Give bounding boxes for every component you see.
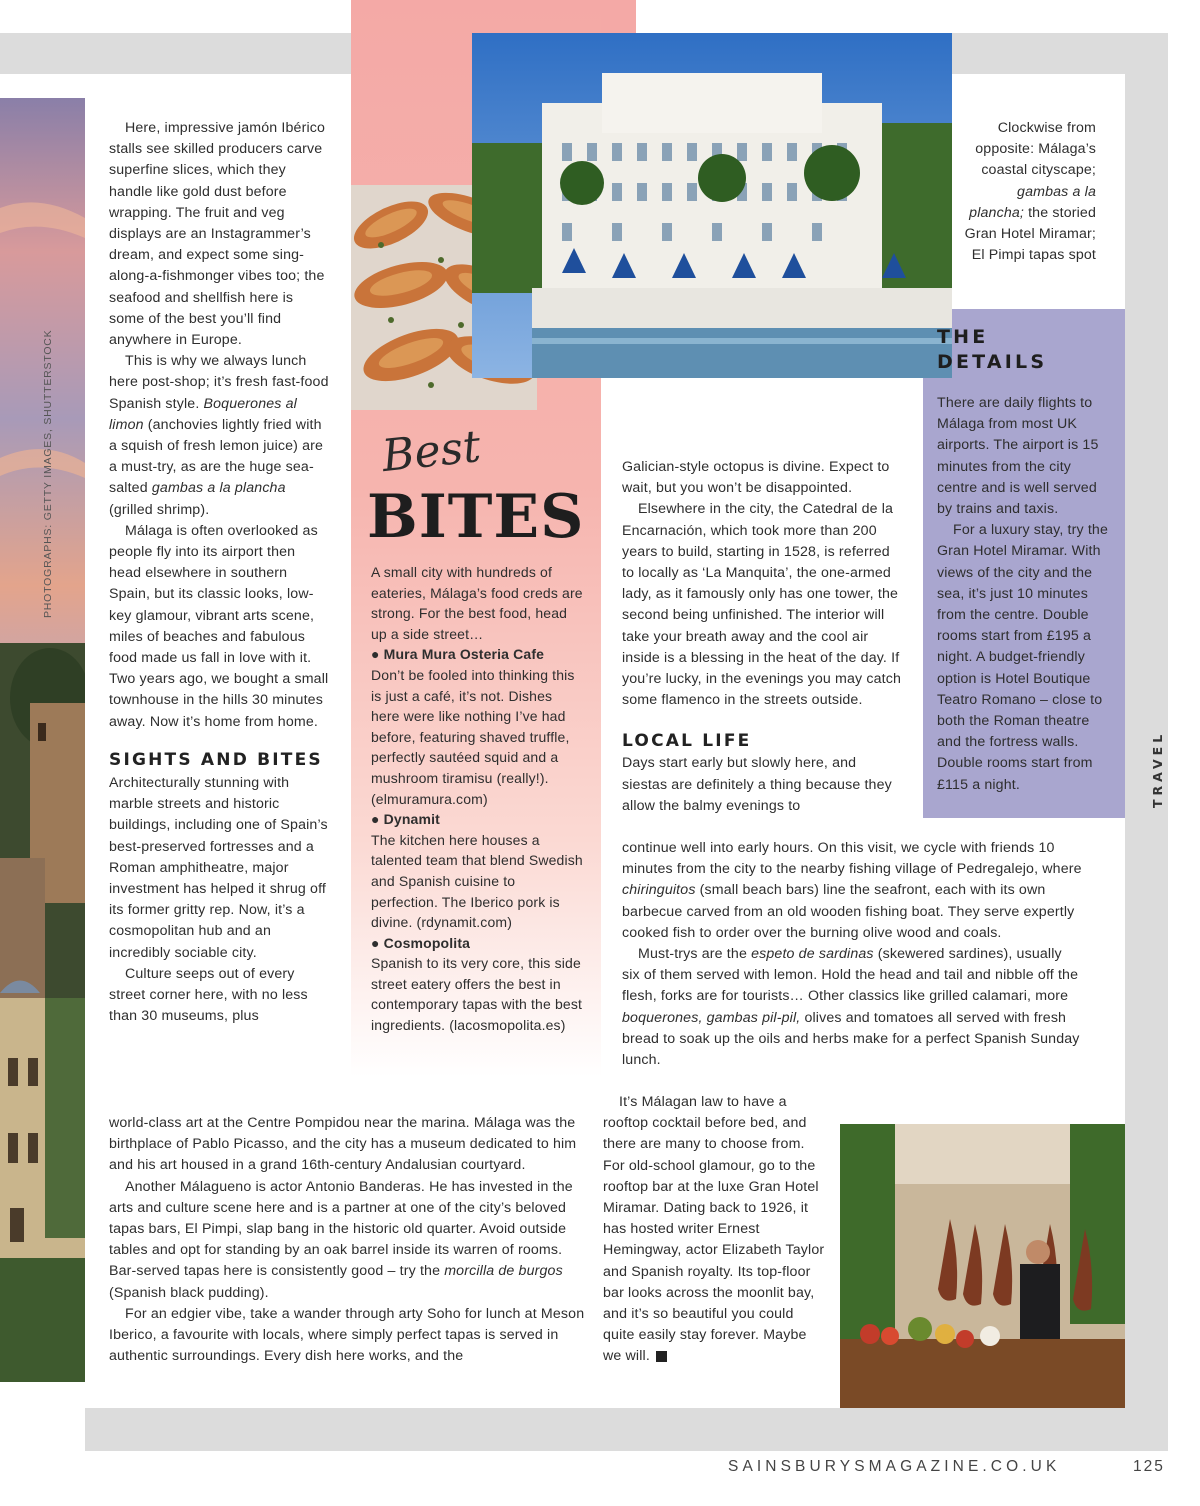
text-run: This is why we always lunch here post-shop; it’s fresh fast-food Spanish style. [109, 353, 329, 412]
text-run: (Spanish black pudding). [109, 1284, 269, 1301]
pink-accent-top [601, 0, 636, 33]
paragraph: Elsewhere in the city, the Catedral de la Encarnación, which took more than 200 years to build, starting in 1528, is referred to locally as ‘La Manquita’, the one-armed lady, as it famously only has one tower, the second being unfinished. The interior will take your breath away and the cool air inside is a blessing in the heat of the day. If you’re lucky, in the evenings you may catch some flamenco in the streets outside. [622, 501, 902, 709]
text-run: Clockwise from opposite: Málaga’s coastal cityscape; [975, 120, 1096, 179]
italic-run: espeto de sardinas [751, 946, 874, 963]
middle-wide-column [622, 838, 1082, 1071]
paragraph: A small city with hundreds of eateries, Málaga’s food creds are strong. For the best food, head up a side street… [371, 564, 583, 642]
paragraph [109, 351, 329, 521]
restaurant-description: The kitchen here houses a talented team that blend Swedish and Spanish cuisine to perfection. The Iberico pork is divine. (rdynamit.com) [371, 831, 583, 931]
paragraph: Days start early but slowly here, and siestas are definitely a thing because they allow the balmy evenings to [622, 755, 892, 814]
paragraph: For an edgier vibe, take a wander through arty Soho for lunch at Meson Iberico, a favourite with locals, where simply perfect tapas is served in authentic surroundings. Every dish here works, and the [109, 1305, 585, 1365]
best-bites-script: Best [379, 420, 484, 483]
restaurant-name-text: ● Dynamit [371, 811, 440, 828]
text-run: the storied Gran Hotel Miramar; El Pimpi tapas spot [964, 204, 1096, 264]
photo-credit: PHOTOGRAPHS: GETTY IMAGES, SHUTTERSTOCK [42, 329, 54, 618]
section-heading: SIGHTS AND BITES [109, 749, 323, 770]
text-run: (small beach bars) line the seafront, each with its own barbecue carved from an old wooden fishing boat. They serve expertly cooked fish to order over the burning olive wood and coals. [622, 882, 1075, 941]
paragraph [603, 1092, 825, 1368]
details-text [937, 393, 1115, 796]
el-pimpi-photo [840, 1124, 1125, 1408]
italic-run: morcilla de burgos [444, 1263, 563, 1280]
restaurant-description: Don’t be fooled into thinking this is just a café, it’s not. Dishes here were like nothing I’ve had before, featuring shaved truffle, perfectly sautéed squid and a mushroom tiramisu (really!). (elmuramura.com) [371, 666, 575, 807]
best-bites-title: BITES [367, 482, 585, 552]
restaurant-name [371, 644, 583, 665]
text-run: olives and tomatoes all served with fresh bread to soak up the oils and herbs make for a perfect Spanish Sunday lunch. [622, 1009, 1080, 1069]
restaurant-description: Spanish to its very core, this side street eatery offers the best in contemporary tapas with the best ingredients. (lacosmopolita.es) [371, 955, 583, 1034]
paragraph: Málaga is often overlooked as people fly into its airport then head elsewhere in southern Spain, but its classic looks, low-key glamour, vibrant arts scene, miles of beaches and fabulous food made us fall in love with it. Two years ago, we bought a small townhouse in the hills 30 minutes away. Now it’s home from home. [109, 522, 329, 730]
text-run: (grilled shrimp). [109, 501, 210, 518]
hotel-photo [472, 33, 952, 378]
restaurant-name-text: ● Cosmopolita [371, 934, 471, 951]
paragraph: Architecturally stunning with marble streets and historic buildings, including one of Spain’s best-preserved fortresses and a Roman amphitheatre, major investment has helped it shrug off its former gritty rep. Now, it’s a cosmopolitan hub and an incredibly sociable city. [109, 774, 328, 961]
end-mark-icon [656, 1351, 667, 1362]
photo-caption [960, 118, 1096, 266]
italic-run: gambas a la plancha; [969, 183, 1096, 221]
rooftop-column [603, 1092, 825, 1368]
italic-run: chiringuitos [622, 882, 696, 899]
text-run: Must-trys are the [638, 946, 752, 963]
details-title-line: THE [937, 326, 989, 348]
text-run: Another Málagueno is actor Antonio Banderas. He has invested in the arts and culture scene here and is a partner at one of the city’s beloved tapas bars, El Pimpi, slap bang in the historic old quarter. Avoid outside tables and opt for standing by an oak barrel inside its warren of rooms. Bar-served tapas here is consistently good – try the [109, 1178, 573, 1280]
restaurant-name [371, 809, 583, 830]
cityscape-photo [0, 98, 85, 1382]
italic-run: Boquerones al limon [109, 395, 297, 433]
footer-url: SAINSBURYSMAGAZINE.CO.UK [728, 1458, 1061, 1475]
italic-run: boquerones, gambas pil-pil, [622, 1009, 801, 1026]
paragraph: For a luxury stay, try the Gran Hotel Miramar. With views of the city and the sea, it’s just 10 minutes from the centre. Double rooms start from £195 a night. A budget-friendly option is Hotel Boutique Teatro Romano – close to both the Roman theatre and the fortress walls. Double rooms start from £115 a night. [937, 522, 1109, 793]
page-number: 125 [1133, 1458, 1165, 1475]
middle-column [622, 457, 903, 817]
frame-band-bottom [85, 1408, 1168, 1451]
paragraph [622, 838, 1082, 944]
restaurant-name [371, 933, 583, 954]
paragraph: Here, impressive jamón Ibérico stalls see skilled producers carve superfine slices, which they handle like gold dust before wrapping. The fruit and veg displays are an Instagrammer’s dream, and expect some sing-along-a-fishmonger vibes too; the seafood and shellfish here is some of the best you’ll find anywhere in Europe. [109, 120, 326, 349]
paragraph [109, 1177, 587, 1304]
details-title [937, 325, 1047, 375]
left-column [109, 118, 329, 1027]
best-bites-list [371, 562, 583, 1036]
italic-run: gambas a la plancha [151, 480, 286, 497]
left-wide-column [109, 1113, 587, 1367]
paragraph: There are daily flights to Málaga from most UK airports. The airport is 15 minutes from the city centre and is well served by trains and taxis. [937, 395, 1099, 518]
paragraph: Galician-style octopus is divine. Expect to wait, but you won’t be disappointed. [622, 459, 890, 497]
text-run: (skewered sardines), usually six of them served with lemon. Hold the head and tail and nibble off the flesh, forks are for tourists… Other classics like grilled calamari, more [622, 946, 1079, 1005]
paragraph [622, 944, 1082, 1071]
text-run: (anchovies lightly fried with a squish of fresh lemon juice) are a must-try, as are the huge sea-salted [109, 416, 324, 497]
restaurant-name-text: ● Mura Mura Osteria Cafe [371, 646, 545, 663]
details-title-line: DETAILS [937, 351, 1048, 373]
text-run: continue well into early hours. On this visit, we cycle with friends 10 minutes from the city to the nearby fishing village of Pedregalejo, where [622, 840, 1082, 878]
paragraph: world-class art at the Centre Pompidou near the marina. Málaga was the birthplace of Pablo Picasso, and the city has a museum dedicated to him and his art housed in a grand 16th-century Andalusian courtyard. [109, 1115, 577, 1174]
section-label: TRAVEL [1150, 730, 1165, 808]
paragraph: Culture seeps out of every street corner here, with no less than 30 museums, plus [109, 965, 308, 1025]
section-heading: LOCAL LIFE [622, 731, 752, 752]
text-run: It’s Málagan law to have a rooftop cocktail before bed, and there are many to choose from. For old-school glamour, go to the rooftop bar at the luxe Gran Hotel Miramar. Dating back to 1926, it has hosted writer Ernest Hemingway, actor Elizabeth Taylor and Spanish royalty. Its top-floor bar looks across the moonlit bay, and it’s so beautiful you could quite easily stay forever. Maybe we will. [603, 1094, 825, 1365]
